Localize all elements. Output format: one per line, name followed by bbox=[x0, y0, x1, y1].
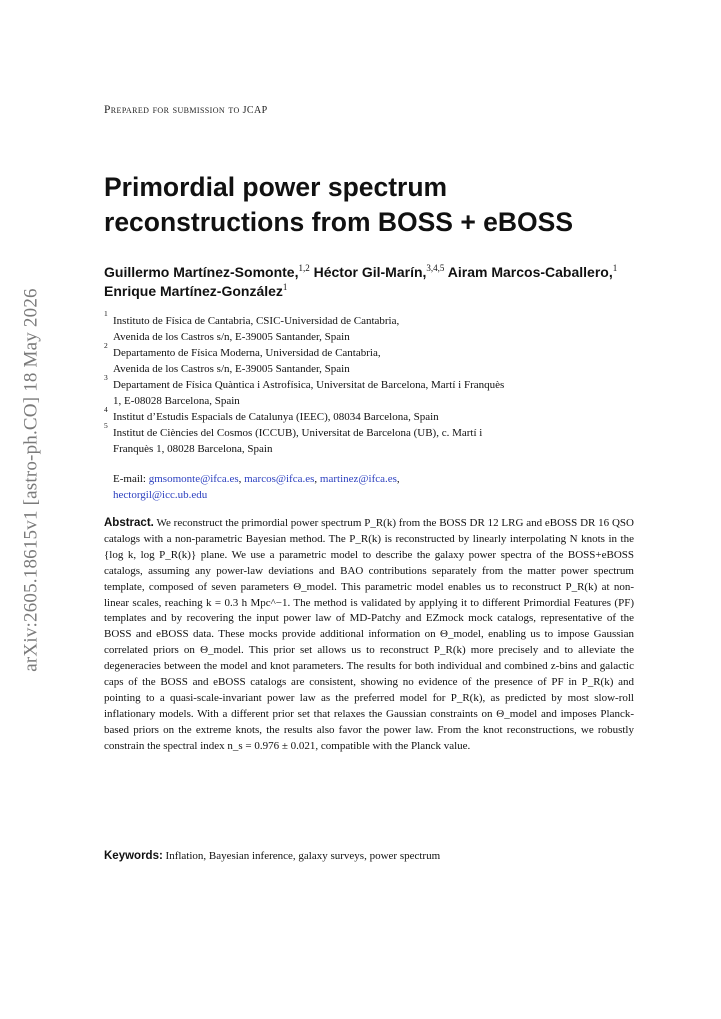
submission-note bbox=[104, 104, 268, 116]
keywords-heading: Keywords: bbox=[104, 850, 163, 862]
affiliation-line: Franquès 1, 08028 Barcelona, Spain bbox=[113, 443, 273, 455]
affiliation-item bbox=[104, 405, 634, 425]
keywords-text: Inflation, Bayesian inference, galaxy surveys, power spectrum bbox=[165, 850, 441, 862]
journal-name: JCAP bbox=[242, 105, 268, 116]
affiliation-list bbox=[104, 309, 634, 457]
author-affiliation-marker: 1,2 bbox=[298, 263, 310, 273]
abstract-heading: Abstract. bbox=[104, 517, 154, 529]
affiliation-item bbox=[104, 373, 634, 409]
abstract-block bbox=[104, 516, 634, 755]
arxiv-identifier-text: arXiv:2605.18615v1 [astro-ph.CO] 18 May 2026 bbox=[21, 288, 43, 672]
author-name: Guillermo Martínez-Somonte, bbox=[104, 264, 299, 280]
affiliation-line: Institut de Ciències del Cosmos (ICCUB), Universitat de Barcelona (UB), c. Martí i bbox=[113, 427, 483, 439]
email-link[interactable]: martinez@ifca.es bbox=[319, 473, 397, 485]
title-line-1: Primordial power spectrum bbox=[104, 172, 448, 202]
affiliation-number: 5 bbox=[104, 421, 108, 430]
title-line-2: reconstructions from BOSS + eBOSS bbox=[104, 207, 574, 237]
author-list bbox=[104, 263, 664, 301]
affiliation-number: 2 bbox=[104, 341, 108, 350]
affiliation-item bbox=[104, 309, 634, 345]
submission-prefix: Prepared for submission to bbox=[104, 104, 240, 116]
email-link[interactable]: gmsomonte@ifca.es bbox=[148, 473, 239, 485]
affiliation-line: Institut d’Estudis Espacials de Catalunya (IEEC), 08034 Barcelona, Spain bbox=[113, 411, 439, 423]
email-link[interactable]: hectorgil@icc.ub.edu bbox=[113, 489, 208, 501]
affiliation-number: 3 bbox=[104, 373, 108, 382]
affiliation-line: 1, E-08028 Barcelona, Spain bbox=[113, 395, 240, 407]
author-affiliation-marker: 1 bbox=[282, 282, 288, 292]
affiliation-number: 1 bbox=[104, 309, 108, 318]
arxiv-identifier-sidebar bbox=[6, 265, 58, 695]
author-affiliation-marker: 3,4,5 bbox=[426, 263, 445, 273]
email-link[interactable]: marcos@ifca.es bbox=[244, 473, 315, 485]
affiliation-item bbox=[104, 421, 634, 457]
affiliation-number: 4 bbox=[104, 405, 108, 414]
affiliation-line: Instituto de Física de Cantabria, CSIC-Universidad de Cantabria, bbox=[113, 315, 400, 327]
paper-title bbox=[104, 170, 664, 240]
affiliation-line: Avenida de los Castros s/n, E-39005 Santander, Spain bbox=[113, 331, 350, 343]
affiliation-item bbox=[104, 341, 634, 377]
email-block: E-mail: gmsomonte@ifca.es, marcos@ifca.es, martinez@ifca.es, hectorgil@icc.ub.edu bbox=[113, 473, 400, 501]
author-name: Enrique Martínez-González bbox=[104, 283, 283, 299]
email-label: E-mail: bbox=[113, 473, 146, 485]
author-name: Héctor Gil-Marín, bbox=[313, 264, 427, 280]
abstract-text: We reconstruct the primordial power spectrum P_R(k) from the BOSS DR 12 LRG and eBOSS DR 16 QSO catalogs with a non-parametric Bayesian method. The P_R(k) is reconstructed by linearly interpolating N knots in the {log k, log P_R(k)} plane. We use a parametric model to describe the galaxy power spectra of the BOSS+eBOSS catalogs, assuming any power-law deviations and BAO contributions separately from the matter power spectrum template, composed of seven parameters Θ_model. This parametric model enables us to reconstruct P_R(k) at non-linear scales, reaching k = 0.3 h Mpc^−1. The method is validated by applying it to different Primordial Features (PF) templates and by recovering the input power law of MD-Patchy and EZmock mock catalogs, representative of the BOSS and eBOSS data. These mocks provide additional information on Θ_model, enabling us to impose Gaussian correlated priors on Θ_model. This prior set allows us to reconstruct P_R(k) more precisely and to alleviate the degeneracies between the model and knot parameters. The results for both individual and combined z-bins and galactic caps of the BOSS and eBOSS catalogs are consistent, showing no evidence of the presence of PF in P_R(k) and pointing to a quasi-scale-invariant power law as the preferred model for P_R(k), as predicted by most slow-roll inflationary models. With a different prior set that relaxes the Gaussian constraints on Θ_model and imposes Planck-based priors on the extreme knots, the results also favor the power law. From the knot reconstructions, we robustly constrain the spectral index n_s = 0.976 ± 0.021, compatible with the Planck value. bbox=[104, 517, 634, 752]
affiliation-line: Departament de Física Quàntica i Astrofísica, Universitat de Barcelona, Martí i Franquès bbox=[113, 379, 505, 391]
affiliation-line: Departamento de Física Moderna, Universidad de Cantabria, bbox=[113, 347, 381, 359]
affiliation-line: Avenida de los Castros s/n, E-39005 Santander, Spain bbox=[113, 363, 350, 375]
author-affiliation-marker: 1 bbox=[612, 263, 618, 273]
author-name: Airam Marcos-Caballero, bbox=[447, 264, 613, 280]
keywords-block bbox=[104, 848, 634, 864]
